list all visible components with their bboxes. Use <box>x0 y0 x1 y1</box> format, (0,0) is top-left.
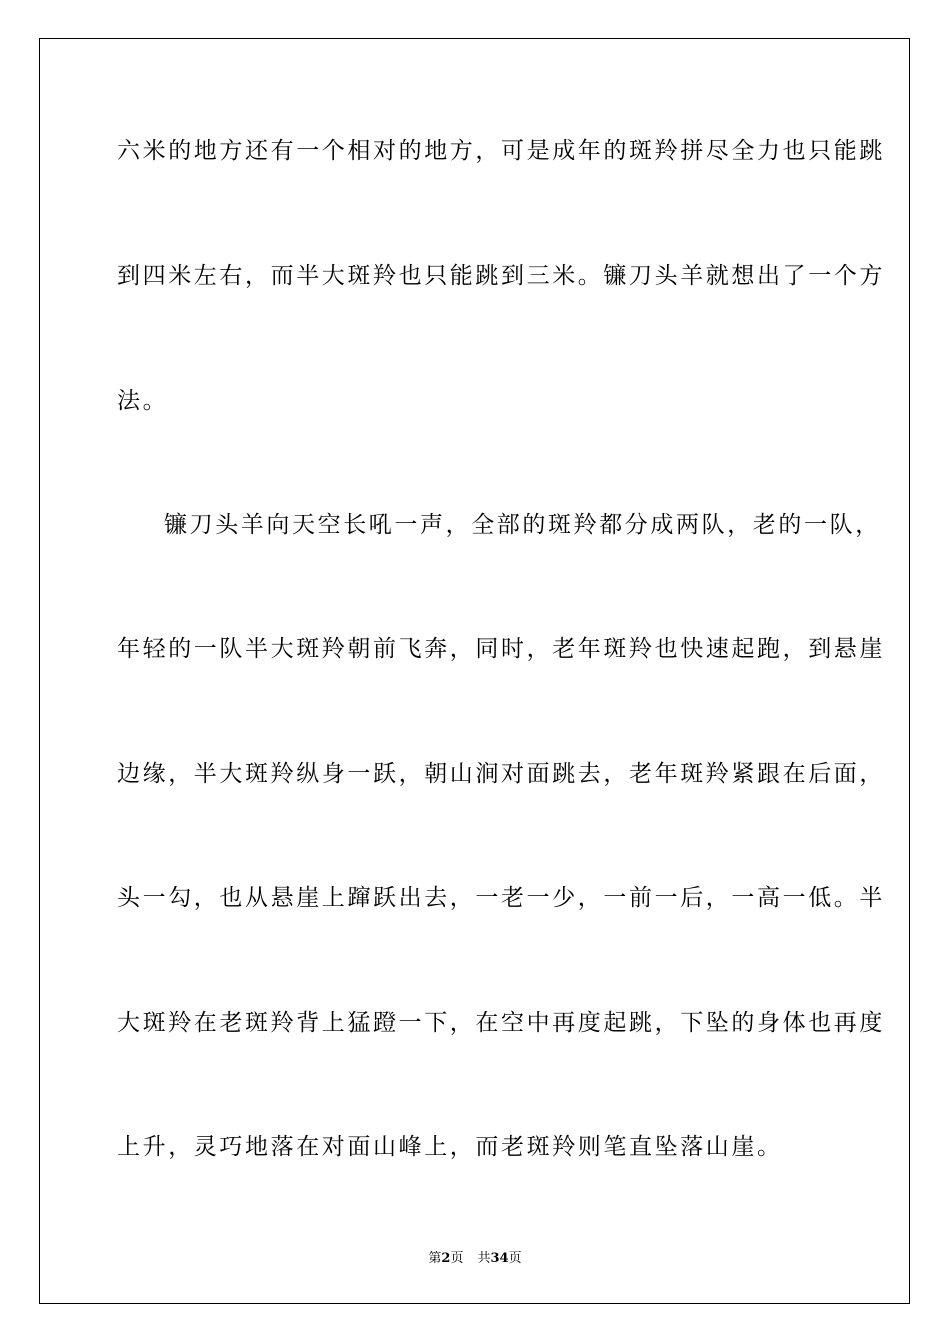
text-line: 头一勾，也从悬崖上蹿跃出去，一老一少，一前一后，一高一低。半 <box>117 885 885 911</box>
total-prefix: 共 <box>477 1251 491 1266</box>
page-suffix: 页 <box>450 1251 464 1266</box>
text-line: 法。 <box>117 388 169 414</box>
total-suffix: 页 <box>508 1251 522 1266</box>
page-border <box>39 38 910 1304</box>
text-line: 大斑羚在老斑羚背上猛蹬一下，在空中再度起跳，下坠的身体也再度 <box>117 1010 885 1036</box>
page-number: 2 <box>441 1251 451 1266</box>
page-prefix: 第 <box>428 1251 442 1266</box>
total-pages: 34 <box>490 1251 509 1266</box>
text-line: 年轻的一队半大斑羚朝前飞奔，同时，老年斑羚也快速起跑，到悬崖 <box>117 636 885 662</box>
text-line: 六米的地方还有一个相对的地方，可是成年的斑羚拼尽全力也只能跳 <box>117 138 885 164</box>
text-line: 上升，灵巧地落在对面山峰上，而老斑羚则笔直坠落山崖。 <box>117 1134 783 1160</box>
text-line: 到四米左右，而半大斑羚也只能跳到三米。镰刀头羊就想出了一个方 <box>117 263 885 289</box>
paragraph-first-line: 镰刀头羊向天空长吼一声，全部的斑羚都分成两队，老的一队， <box>164 512 881 538</box>
text-line: 边缘，半大斑羚纵身一跃，朝山涧对面跳去，老年斑羚紧跟在后面， <box>117 761 885 787</box>
page-footer <box>0 1247 950 1266</box>
